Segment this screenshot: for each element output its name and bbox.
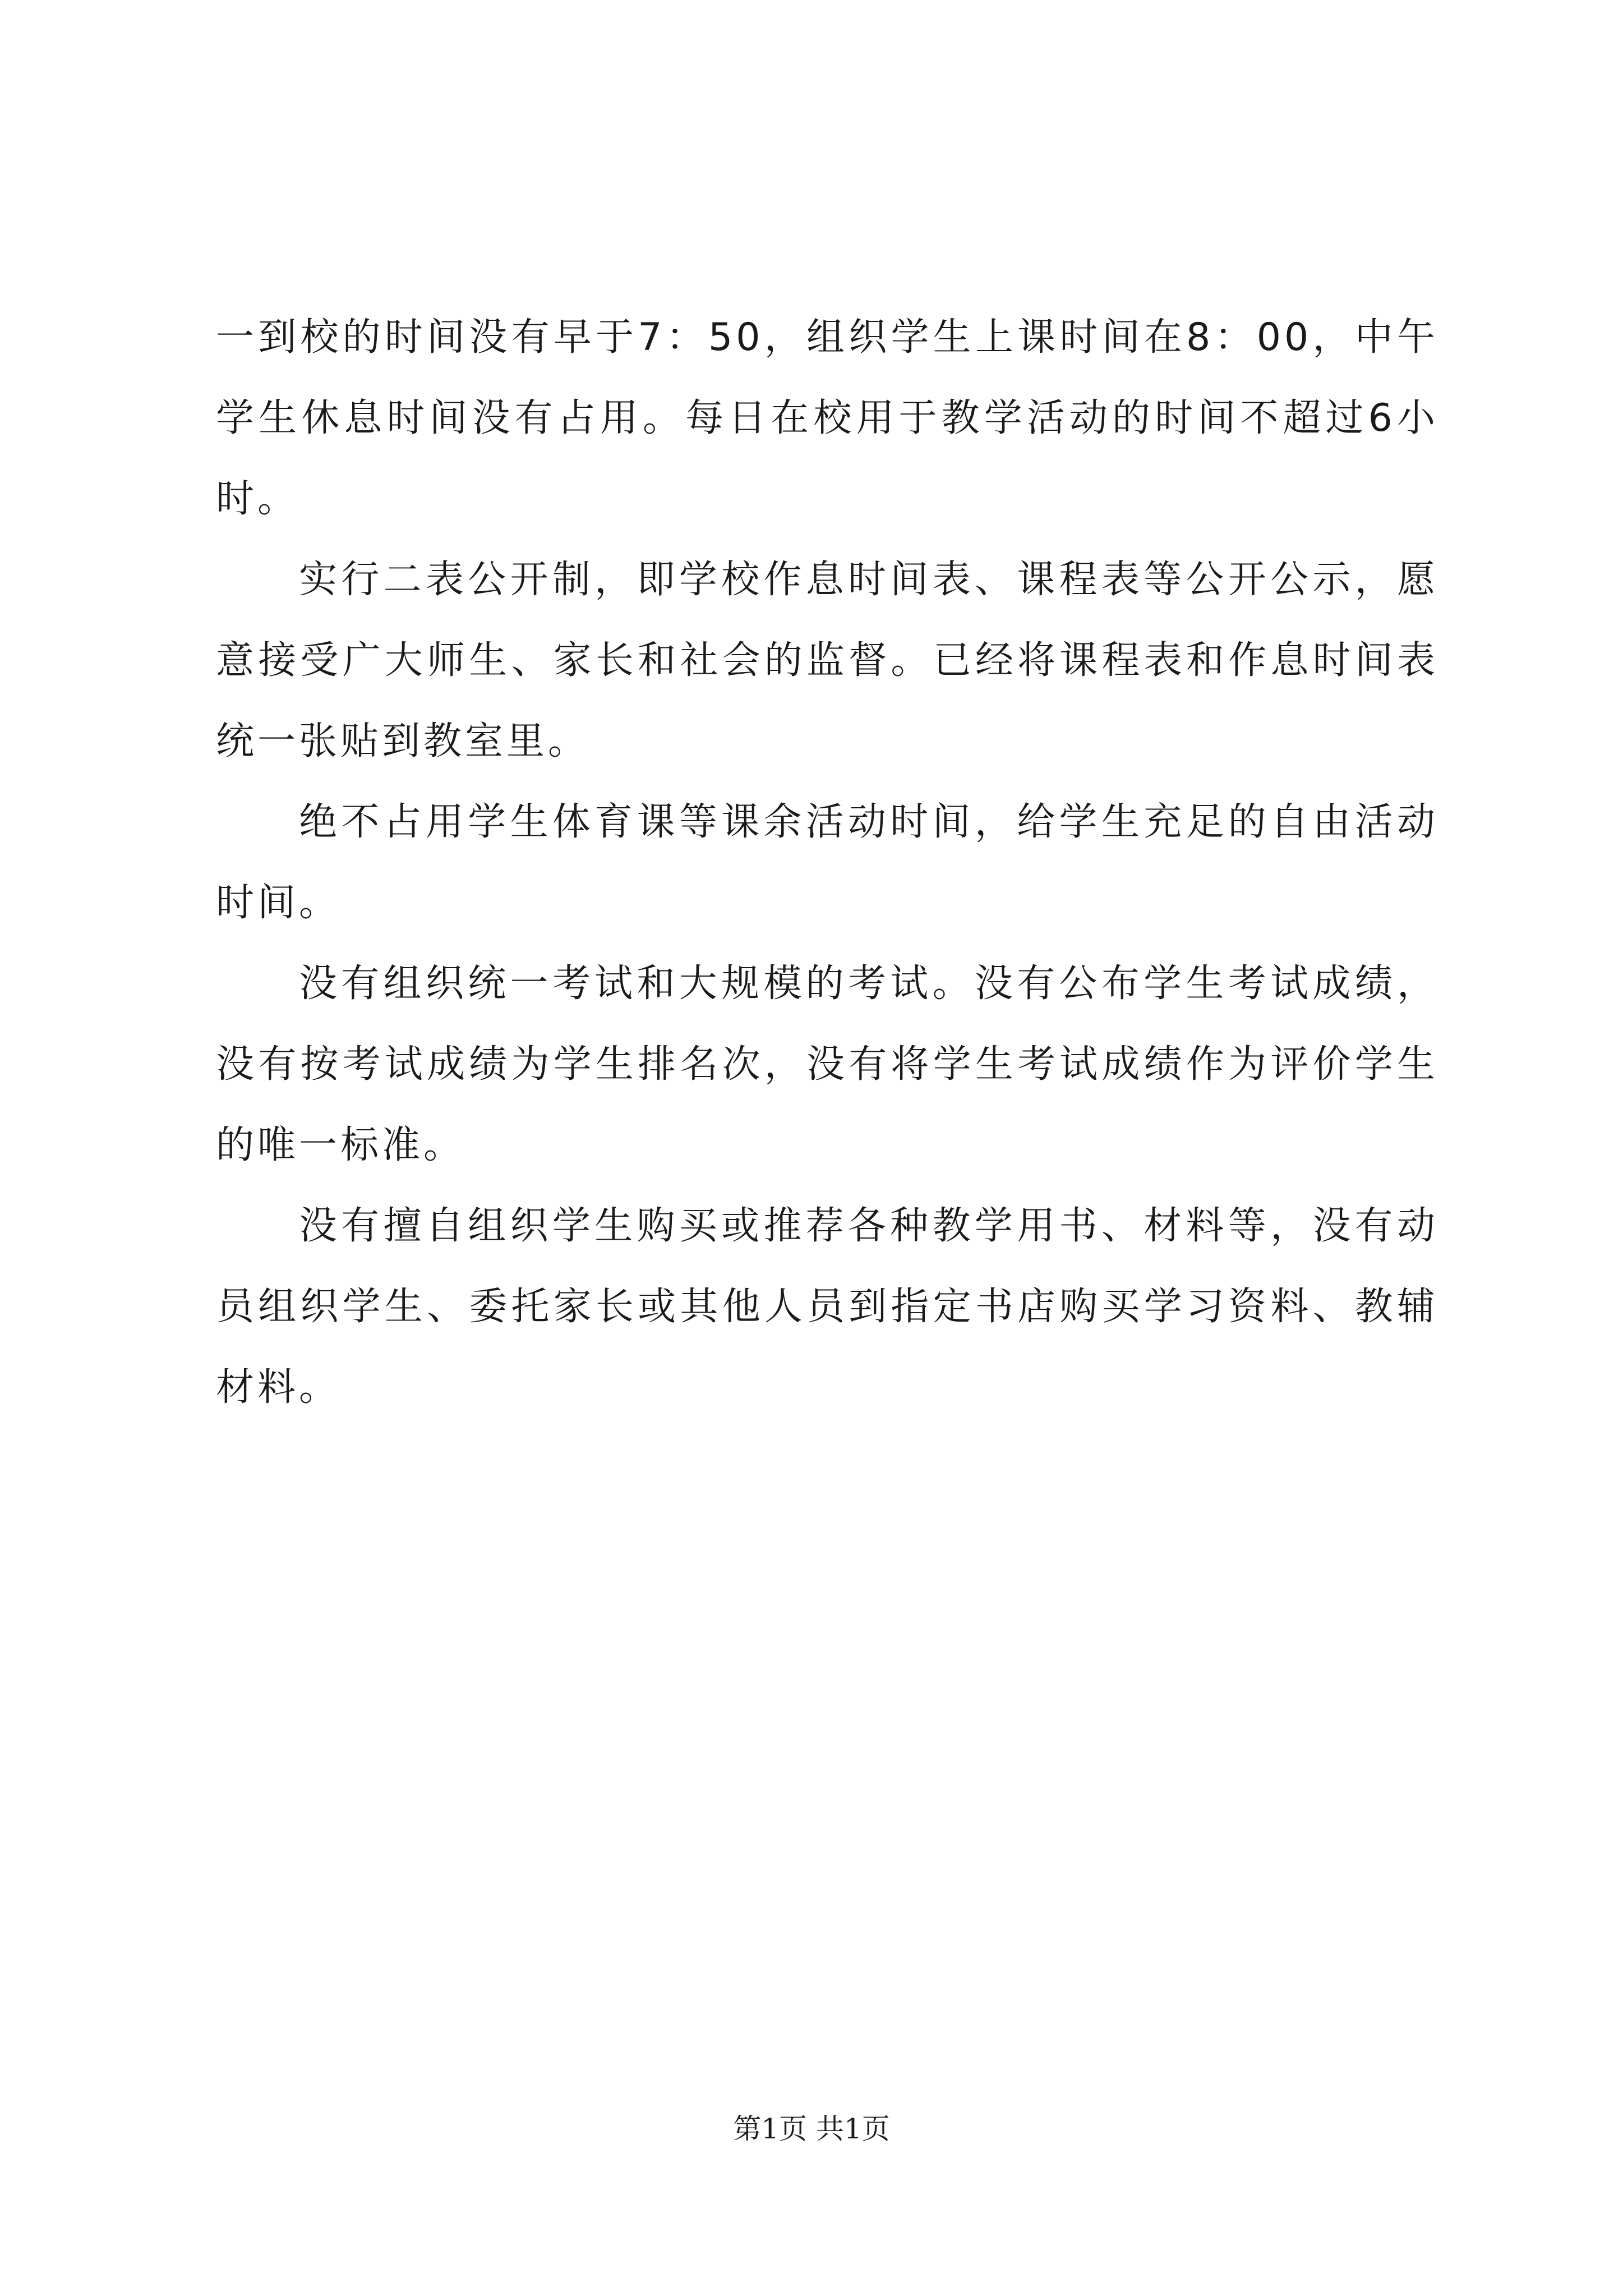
paragraph-5: 没有擅自组织学生购买或推荐各种教学用书、材料等，没有动员组织学生、委托家长或其他人员到指定书店购买学习资料、教辅材料。 <box>216 1204 1438 1410</box>
paragraph-3: 绝不占用学生体育课等课余活动时间，给学生充足的自由活动时间。 <box>216 800 1438 925</box>
page-footer: 第1页 共1页 <box>733 2113 890 2145</box>
paragraph-4: 没有组织统一考试和大规模的考试。没有公布学生考试成绩，没有按考试成绩为学生排名次，没有将学生考试成绩作为评价学生的唯一标准。 <box>216 961 1438 1167</box>
document-body <box>216 297 1438 1428</box>
paragraph-2: 实行二表公开制，即学校作息时间表、课程表等公开公示，愿意接受广大师生、家长和社会的监督。已经将课程表和作息时间表统一张贴到教室里。 <box>216 558 1438 763</box>
paragraph-1: 一到校的时间没有早于7：50，组织学生上课时间在8：00，中午学生休息时间没有占用。每日在校用于教学活动的时间不超过6小时。 <box>216 315 1438 521</box>
